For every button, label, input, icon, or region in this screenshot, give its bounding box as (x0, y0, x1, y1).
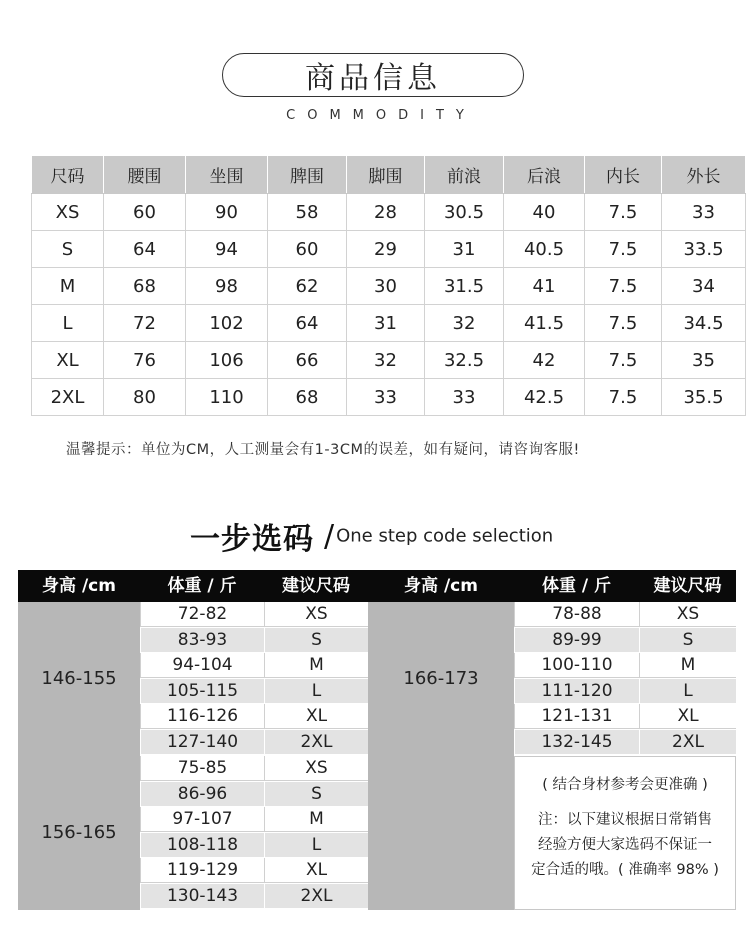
table-cell: 29 (347, 231, 425, 268)
table-row (32, 268, 746, 305)
table-cell: 40.5 (504, 231, 585, 268)
table-cell: 34.5 (662, 305, 746, 342)
guide-row (140, 884, 368, 909)
suggested-size-cell: S (264, 628, 368, 653)
guide-column-header: 建议尺码 (653, 576, 722, 596)
weight-range-cell: 97-107 (140, 807, 264, 832)
guide-row (140, 756, 368, 781)
table-cell: 42 (504, 342, 585, 379)
suggested-size-cell: 2XL (264, 884, 368, 909)
table-cell: 33 (662, 194, 746, 231)
suggested-size-cell: XS (264, 602, 368, 627)
table-cell: 34 (662, 268, 746, 305)
table-row (32, 231, 746, 268)
suggested-size-cell: M (639, 653, 736, 678)
size-label-cell: M (32, 268, 104, 305)
weight-range-cell: 75-85 (140, 756, 264, 781)
suggested-size-cell: M (264, 653, 368, 678)
column-header: 内长 (585, 156, 662, 194)
table-cell: 68 (104, 268, 186, 305)
guide-row (140, 653, 368, 678)
step-title: 一步选码 (190, 522, 314, 557)
height-range-cell: 156-165 (18, 756, 140, 910)
size-guide-header (18, 570, 736, 602)
table-cell: 32 (425, 305, 504, 342)
table-cell: 31.5 (425, 268, 504, 305)
size-guide-note (514, 756, 736, 910)
table-cell: 35.5 (662, 379, 746, 416)
page-title: 商品信息 (305, 61, 441, 96)
table-cell: 60 (268, 231, 347, 268)
guide-column-header: 体重 / 斤 (167, 576, 237, 596)
size-label-cell: S (32, 231, 104, 268)
guide-column-header: 建议尺码 (282, 576, 350, 596)
table-cell: 41.5 (504, 305, 585, 342)
note-line: 定合适的哦。( 准确率 98% ) (531, 862, 719, 878)
table-row (32, 379, 746, 416)
page-subtitle: COMMODITY (286, 108, 476, 123)
guide-row (140, 628, 368, 653)
size-table-header (32, 156, 746, 194)
table-cell: 102 (186, 305, 268, 342)
table-cell: 32.5 (425, 342, 504, 379)
table-cell: 90 (186, 194, 268, 231)
table-cell: 64 (268, 305, 347, 342)
suggested-size-cell: S (264, 782, 368, 807)
suggested-size-cell: XS (639, 602, 736, 627)
table-cell: 72 (104, 305, 186, 342)
guide-row (140, 679, 368, 704)
guide-row (514, 602, 736, 627)
height-range-cell: 166-173 (368, 602, 514, 756)
table-cell: 7.5 (585, 231, 662, 268)
weight-range-cell: 127-140 (140, 730, 264, 755)
table-cell: 106 (186, 342, 268, 379)
table-cell: 64 (104, 231, 186, 268)
weight-range-cell: 116-126 (140, 704, 264, 729)
table-cell: 7.5 (585, 194, 662, 231)
guide-column-header: 体重 / 斤 (541, 576, 612, 596)
weight-range-cell: 121-131 (514, 704, 639, 729)
column-header: 脾围 (268, 156, 347, 194)
table-cell: 80 (104, 379, 186, 416)
table-cell: 66 (268, 342, 347, 379)
table-cell: 98 (186, 268, 268, 305)
table-cell: 62 (268, 268, 347, 305)
table-cell: 31 (425, 231, 504, 268)
measurement-tip: 温馨提示：单位为CM，人工测量会有1-3CM的误差，如有疑问，请咨询客服! (66, 442, 580, 458)
table-cell: 40 (504, 194, 585, 231)
size-label-cell: 2XL (32, 379, 104, 416)
weight-range-cell: 94-104 (140, 653, 264, 678)
weight-range-cell: 100-110 (514, 653, 639, 678)
weight-range-cell: 108-118 (140, 833, 264, 858)
table-cell: 33 (347, 379, 425, 416)
guide-row (140, 858, 368, 883)
weight-range-cell: 89-99 (514, 628, 639, 653)
suggested-size-cell: L (639, 679, 736, 704)
column-header: 外长 (662, 156, 746, 194)
table-cell: 76 (104, 342, 186, 379)
weight-range-cell: 130-143 (140, 884, 264, 909)
table-row (32, 305, 746, 342)
suggested-size-cell: XS (264, 756, 368, 781)
size-table (31, 155, 746, 416)
weight-range-cell: 111-120 (514, 679, 639, 704)
guide-row (140, 807, 368, 832)
table-row (32, 342, 746, 379)
size-guide (18, 570, 736, 910)
table-row (32, 194, 746, 231)
note-text (515, 808, 735, 883)
height-range-cell: 146-155 (18, 602, 140, 756)
step-heading (190, 514, 553, 558)
weight-range-cell: 78-88 (514, 602, 639, 627)
table-cell: 7.5 (585, 305, 662, 342)
suggested-size-cell: S (639, 628, 736, 653)
column-header: 坐围 (186, 156, 268, 194)
page-title-pill (222, 53, 524, 97)
size-label-cell: L (32, 305, 104, 342)
column-header: 腰围 (104, 156, 186, 194)
table-cell: 7.5 (585, 379, 662, 416)
size-label-cell: XS (32, 194, 104, 231)
table-cell: 30 (347, 268, 425, 305)
table-cell: 31 (347, 305, 425, 342)
guide-row (514, 628, 736, 653)
suggested-size-cell: L (264, 679, 368, 704)
table-cell: 28 (347, 194, 425, 231)
guide-column-header: 身高 /cm (404, 576, 478, 596)
suggested-size-cell: 2XL (264, 730, 368, 755)
suggested-size-cell: 2XL (639, 730, 736, 755)
guide-row (140, 602, 368, 627)
suggested-size-cell: M (264, 807, 368, 832)
weight-range-cell: 105-115 (140, 679, 264, 704)
table-cell: 33 (425, 379, 504, 416)
table-cell: 32 (347, 342, 425, 379)
table-cell: 30.5 (425, 194, 504, 231)
suggested-size-cell: XL (264, 858, 368, 883)
column-header: 后浪 (504, 156, 585, 194)
weight-range-cell: 72-82 (140, 602, 264, 627)
table-cell: 33.5 (662, 231, 746, 268)
guide-row (514, 704, 736, 729)
note-line: 经验方便大家选码不保证一 (538, 837, 712, 853)
guide-row (140, 833, 368, 858)
table-cell: 41 (504, 268, 585, 305)
guide-column-header: 身高 /cm (42, 576, 116, 596)
table-cell: 68 (268, 379, 347, 416)
weight-range-cell: 132-145 (514, 730, 639, 755)
column-header: 脚围 (347, 156, 425, 194)
suggested-size-cell: XL (639, 704, 736, 729)
guide-row (140, 704, 368, 729)
column-header: 前浪 (425, 156, 504, 194)
table-cell: 94 (186, 231, 268, 268)
table-cell: 110 (186, 379, 268, 416)
table-cell: 7.5 (585, 342, 662, 379)
guide-row (140, 730, 368, 755)
guide-row (514, 730, 736, 755)
weight-range-cell: 119-129 (140, 858, 264, 883)
guide-row (514, 679, 736, 704)
size-table-body (32, 194, 746, 416)
step-slash: / (324, 518, 335, 554)
table-cell: 35 (662, 342, 746, 379)
table-cell: 7.5 (585, 268, 662, 305)
weight-range-cell: 83-93 (140, 628, 264, 653)
weight-range-cell: 86-96 (140, 782, 264, 807)
table-cell: 58 (268, 194, 347, 231)
size-guide-filler (368, 756, 514, 910)
guide-row (140, 782, 368, 807)
note-title: ( 结合身材参考会更准确 ) (542, 777, 708, 793)
column-header: 尺码 (32, 156, 104, 194)
note-line: 注：以下建议根据日常销售 (538, 812, 712, 828)
suggested-size-cell: L (264, 833, 368, 858)
table-cell: 60 (104, 194, 186, 231)
suggested-size-cell: XL (264, 704, 368, 729)
table-cell: 42.5 (504, 379, 585, 416)
step-subtitle: One step code selection (336, 525, 554, 547)
guide-row (514, 653, 736, 678)
size-label-cell: XL (32, 342, 104, 379)
